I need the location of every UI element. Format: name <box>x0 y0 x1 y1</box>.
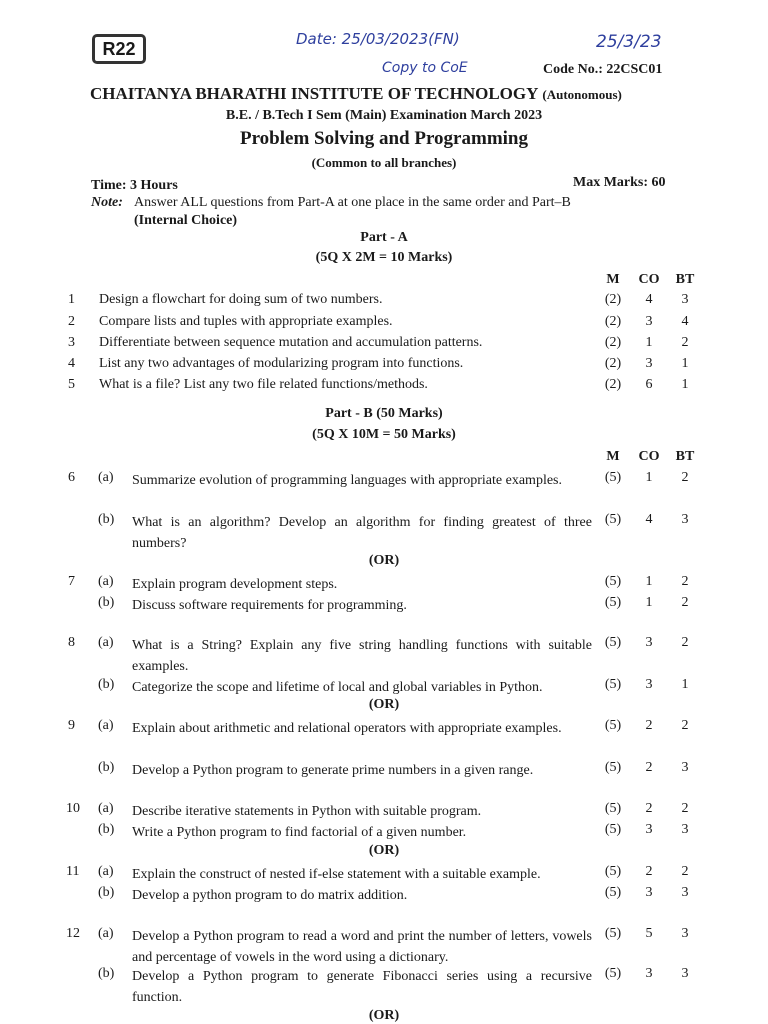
subpart-text-b: Write a Python program to find factorial of a given number. <box>132 825 467 840</box>
col-header-bt: BT <box>675 272 695 287</box>
subpart-b-co: 3 <box>645 885 653 900</box>
question-m: (2) <box>604 377 622 392</box>
part-a-title: Part - A <box>360 230 408 245</box>
common-note: (Common to all branches) <box>311 155 457 170</box>
subpart-a-co: 1 <box>645 574 653 589</box>
question-m: (2) <box>604 314 622 329</box>
subpart-b-m: (5) <box>604 760 622 775</box>
subpart-label-a: (a) <box>98 718 114 733</box>
subpart-text-a: Summarize evolution of programming languages with appropriate examples. <box>132 473 562 488</box>
institute-name: CHAITANYA BHARATHI INSTITUTE OF TECHNOLOGY <box>90 84 539 103</box>
question-text: List any two advantages of modularizing program into functions. <box>99 356 464 371</box>
subpart-text-b: Discuss software requirements for programming. <box>132 598 407 613</box>
subpart-text-b: Categorize the scope and lifetime of local and global variables in Python. <box>132 680 543 695</box>
subpart-b-co: 3 <box>645 966 653 981</box>
question-bt: 1 <box>681 377 689 392</box>
subpart-label-b: (b) <box>98 822 115 837</box>
question-co: 1 <box>645 335 653 350</box>
question-m: (2) <box>604 335 622 350</box>
subpart-a-bt: 2 <box>681 864 689 879</box>
note-text-2: (Internal Choice) <box>134 213 238 228</box>
question-bt: 2 <box>681 335 689 350</box>
subpart-b-bt: 3 <box>681 885 689 900</box>
question-bt: 4 <box>681 314 689 329</box>
subpart-text-a: Explain the construct of nested if-else statement with a suitable example. <box>132 867 541 882</box>
question-number: 6 <box>68 470 75 485</box>
or-separator: (OR) <box>368 697 400 712</box>
subpart-a-m: (5) <box>604 718 622 733</box>
subpart-a-m: (5) <box>604 864 622 879</box>
regulation-badge: R22 <box>92 34 146 64</box>
question-m: (2) <box>604 356 622 371</box>
subpart-text-b: What is an algorithm? Develop an algorithm for finding greatest of three numbers? <box>132 515 592 551</box>
subpart-text-b: Develop a Python program to generate Fibonacci series using a recursive function. <box>132 969 592 1005</box>
subpart-text-a: What is a String? Explain any five string handling functions with suitable examples. <box>132 638 592 674</box>
subpart-a-co: 1 <box>645 470 653 485</box>
code-number: Code No.: 22CSC01 <box>543 62 663 77</box>
subpart-a-co: 2 <box>645 864 653 879</box>
subpart-text-a: Develop a Python program to read a word and print the number of letters, vowels and percentage of vowels in the word using a dictionary. <box>132 929 592 965</box>
subpart-label-b: (b) <box>98 885 115 900</box>
subpart-a-co: 2 <box>645 801 653 816</box>
subpart-b-bt: 3 <box>681 822 689 837</box>
subpart-b-co: 3 <box>645 822 653 837</box>
subpart-label-a: (a) <box>98 801 114 816</box>
subpart-b-co: 1 <box>645 595 653 610</box>
max-marks-label: Max Marks: 60 <box>573 175 666 190</box>
subpart-label-a: (a) <box>98 470 114 485</box>
subpart-b-co: 4 <box>645 512 653 527</box>
subpart-b-co: 3 <box>645 677 653 692</box>
or-separator: (OR) <box>368 1008 400 1023</box>
subpart-label-a: (a) <box>98 574 114 589</box>
subpart-b-bt: 1 <box>681 677 689 692</box>
subpart-label-b: (b) <box>98 677 115 692</box>
subpart-b-bt: 3 <box>681 760 689 775</box>
col-header-co-b: CO <box>638 449 660 464</box>
col-header-bt-b: BT <box>675 449 695 464</box>
question-co: 4 <box>645 292 653 307</box>
subpart-b-m: (5) <box>604 512 622 527</box>
col-header-co: CO <box>638 272 660 287</box>
question-text: Differentiate between sequence mutation and accumulation patterns. <box>99 335 483 350</box>
subpart-a-bt: 2 <box>681 635 689 650</box>
or-separator: (OR) <box>368 843 400 858</box>
question-text: Design a flowchart for doing sum of two numbers. <box>99 292 383 307</box>
question-number: 7 <box>68 574 75 589</box>
subpart-text-a: Describe iterative statements in Python with suitable program. <box>132 804 482 819</box>
subpart-b-co: 2 <box>645 760 653 775</box>
question-m: (2) <box>604 292 622 307</box>
time-label: Time: 3 Hours <box>91 178 178 193</box>
question-number: 11 <box>66 864 80 879</box>
subpart-a-co: 5 <box>645 926 653 941</box>
subpart-text-b: Develop a Python program to generate prime numbers in a given range. <box>132 763 534 778</box>
subpart-b-bt: 3 <box>681 966 689 981</box>
subpart-label-b: (b) <box>98 966 115 981</box>
subpart-a-bt: 3 <box>681 926 689 941</box>
question-co: 3 <box>645 356 653 371</box>
or-separator: (OR) <box>368 553 400 568</box>
handwritten-note: Copy to CoE <box>382 60 468 76</box>
question-number: 2 <box>68 314 75 329</box>
question-bt: 3 <box>681 292 689 307</box>
question-number: 3 <box>68 335 75 350</box>
question-number: 9 <box>68 718 75 733</box>
subpart-b-bt: 3 <box>681 512 689 527</box>
part-a-marks: (5Q X 2M = 10 Marks) <box>315 250 453 265</box>
subpart-a-bt: 2 <box>681 801 689 816</box>
question-number: 10 <box>66 801 80 816</box>
subpart-a-co: 2 <box>645 718 653 733</box>
institute-line <box>90 84 622 104</box>
subpart-a-bt: 2 <box>681 470 689 485</box>
subpart-label-a: (a) <box>98 635 114 650</box>
exam-title: B.E. / B.Tech I Sem (Main) Examination March 2023 <box>225 108 543 123</box>
subpart-a-bt: 2 <box>681 574 689 589</box>
question-number: 1 <box>68 292 75 307</box>
question-number: 4 <box>68 356 75 371</box>
question-co: 6 <box>645 377 653 392</box>
subpart-label-b: (b) <box>98 760 115 775</box>
question-number: 12 <box>66 926 80 941</box>
subpart-label-b: (b) <box>98 595 115 610</box>
note-text: Answer ALL questions from Part-A at one place in the same order and Part–B <box>134 195 571 210</box>
subpart-a-m: (5) <box>604 801 622 816</box>
subpart-a-m: (5) <box>604 470 622 485</box>
col-header-m-b: M <box>606 449 620 464</box>
note-label: Note: <box>91 195 123 210</box>
subpart-b-m: (5) <box>604 677 622 692</box>
handwritten-date-short: 25/3/23 <box>596 32 662 52</box>
subpart-label-b: (b) <box>98 512 115 527</box>
part-b-marks: (5Q X 10M = 50 Marks) <box>312 427 456 442</box>
subpart-a-co: 3 <box>645 635 653 650</box>
subpart-b-m: (5) <box>604 822 622 837</box>
subpart-a-bt: 2 <box>681 718 689 733</box>
subpart-text-a: Explain about arithmetic and relational operators with appropriate examples. <box>132 721 562 736</box>
question-bt: 1 <box>681 356 689 371</box>
handwritten-date: Date: 25/03/2023(FN) <box>296 30 460 48</box>
question-number: 8 <box>68 635 75 650</box>
subject-title: Problem Solving and Programming <box>239 128 528 149</box>
subpart-a-m: (5) <box>604 926 622 941</box>
subpart-b-m: (5) <box>604 966 622 981</box>
subpart-text-a: Explain program development steps. <box>132 577 338 592</box>
subpart-a-m: (5) <box>604 635 622 650</box>
question-co: 3 <box>645 314 653 329</box>
question-text: What is a file? List any two file related functions/methods. <box>99 377 428 392</box>
subpart-label-a: (a) <box>98 926 114 941</box>
subpart-b-m: (5) <box>604 595 622 610</box>
subpart-b-bt: 2 <box>681 595 689 610</box>
subpart-label-a: (a) <box>98 864 114 879</box>
subpart-a-m: (5) <box>604 574 622 589</box>
autonomous-label: (Autonomous) <box>542 87 622 102</box>
question-text: Compare lists and tuples with appropriate examples. <box>99 314 393 329</box>
part-b-title: Part - B (50 Marks) <box>325 406 443 421</box>
question-number: 5 <box>68 377 75 392</box>
subpart-text-b: Develop a python program to do matrix addition. <box>132 888 408 903</box>
subpart-b-m: (5) <box>604 885 622 900</box>
col-header-m: M <box>606 272 620 287</box>
